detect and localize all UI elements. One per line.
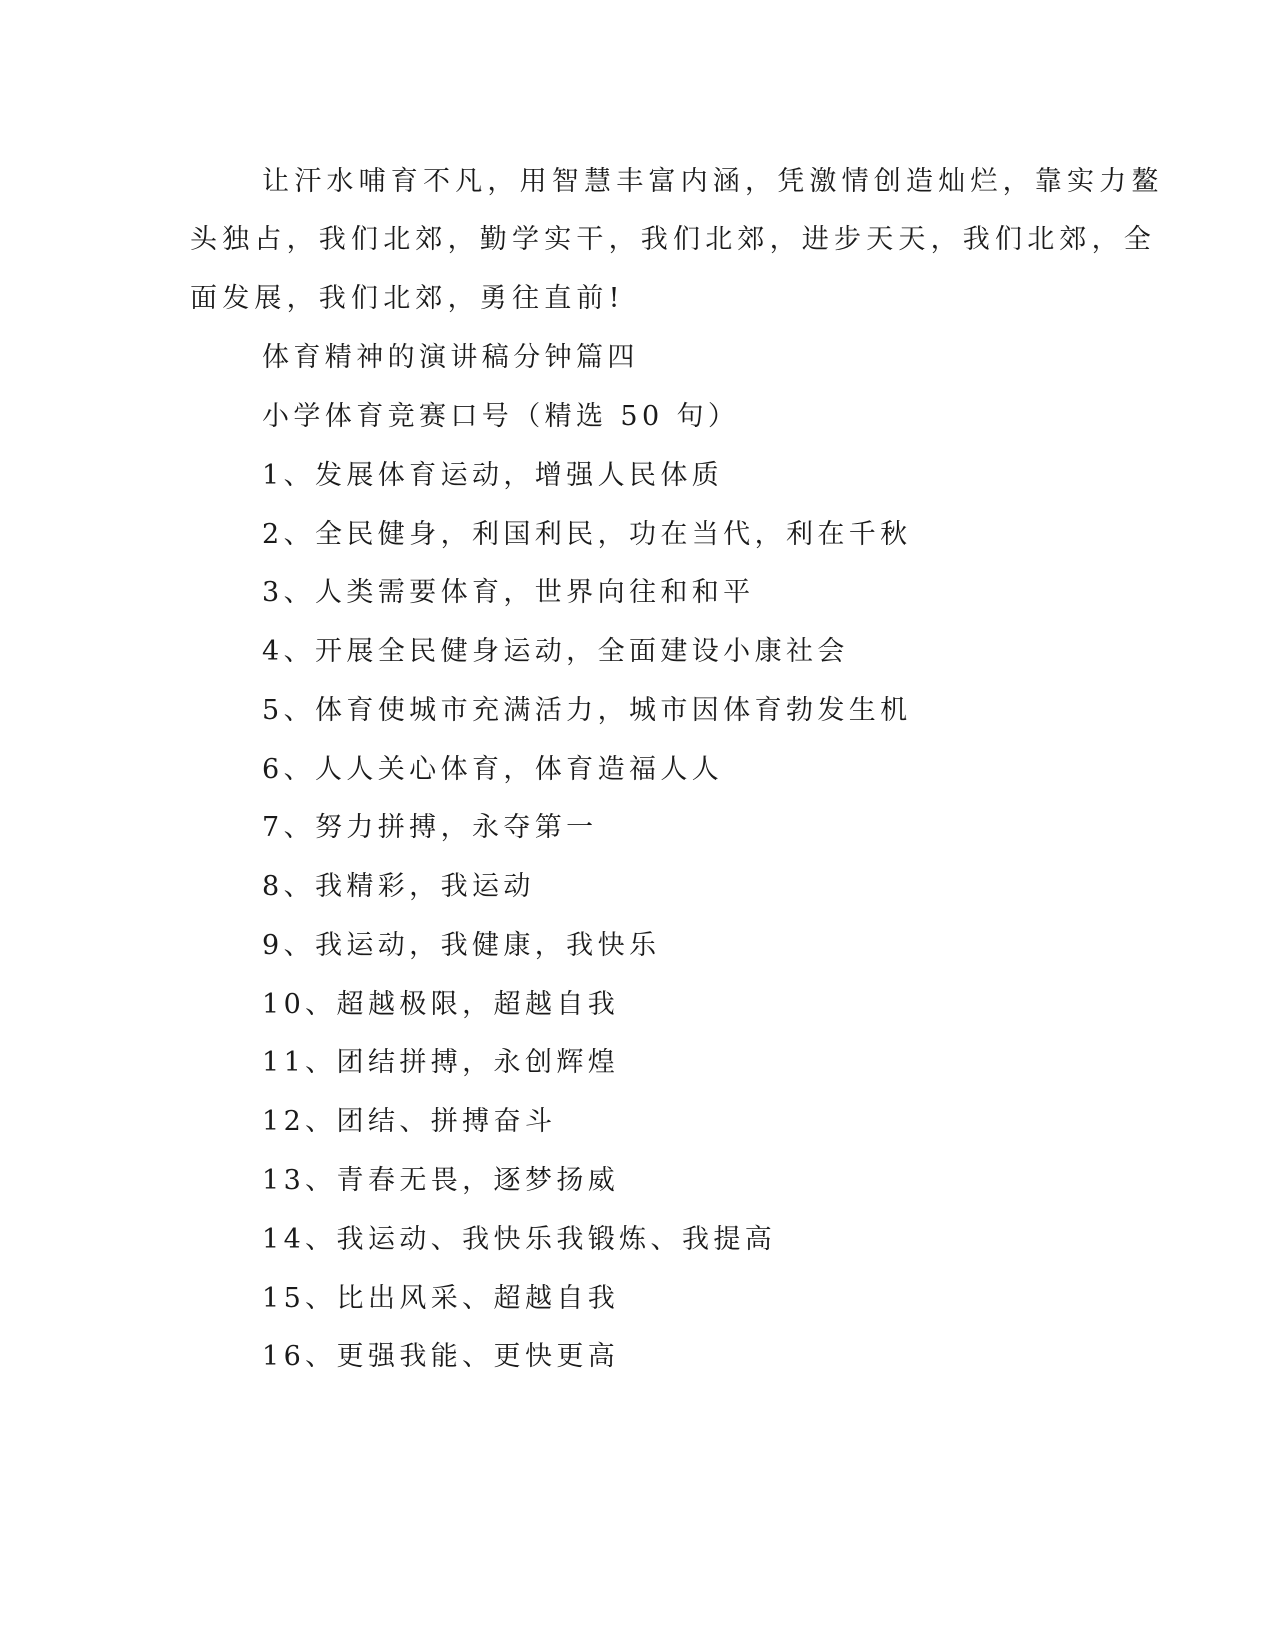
paragraph-line-1: 让汗水哺育不凡，用智慧丰富内涵，凭激情创造灿烂，靠实力鳌 (262, 166, 1164, 197)
list-item: 14、我运动、我快乐我锻炼、我提高 (262, 1224, 777, 1255)
list-item: 13、青春无畏，逐梦扬威 (262, 1165, 620, 1196)
list-item: 8、我精彩，我运动 (262, 871, 535, 902)
list-item: 3、人类需要体育，世界向往和和平 (262, 577, 755, 608)
list-item: 9、我运动，我健康，我快乐 (262, 930, 661, 961)
list-item: 2、全民健身，利国利民，功在当代，利在千秋 (262, 519, 912, 550)
section-heading: 体育精神的演讲稿分钟篇四 (262, 342, 639, 373)
list-item: 15、比出风采、超越自我 (262, 1283, 620, 1314)
list-item: 16、更强我能、更快更高 (262, 1341, 620, 1372)
list-item: 1、发展体育运动，增强人民体质 (262, 460, 724, 491)
list-item: 6、人人关心体育，体育造福人人 (262, 754, 724, 785)
section-subheading: 小学体育竞赛口号（精选 50 句） (262, 401, 740, 432)
list-item: 5、体育使城市充满活力，城市因体育勃发生机 (262, 695, 912, 726)
list-item: 7、努力拼搏，永夺第一 (262, 812, 598, 843)
list-item: 10、超越极限，超越自我 (262, 989, 620, 1020)
list-item: 4、开展全民健身运动，全面建设小康社会 (262, 636, 849, 667)
list-item: 12、团结、拼搏奋斗 (262, 1106, 557, 1137)
list-item: 11、团结拼搏，永创辉煌 (262, 1047, 620, 1078)
paragraph-line-2: 头独占，我们北郊，勤学实干，我们北郊，进步天天，我们北郊，全 (190, 224, 1156, 255)
paragraph-line-3: 面发展，我们北郊，勇往直前! (190, 283, 625, 314)
